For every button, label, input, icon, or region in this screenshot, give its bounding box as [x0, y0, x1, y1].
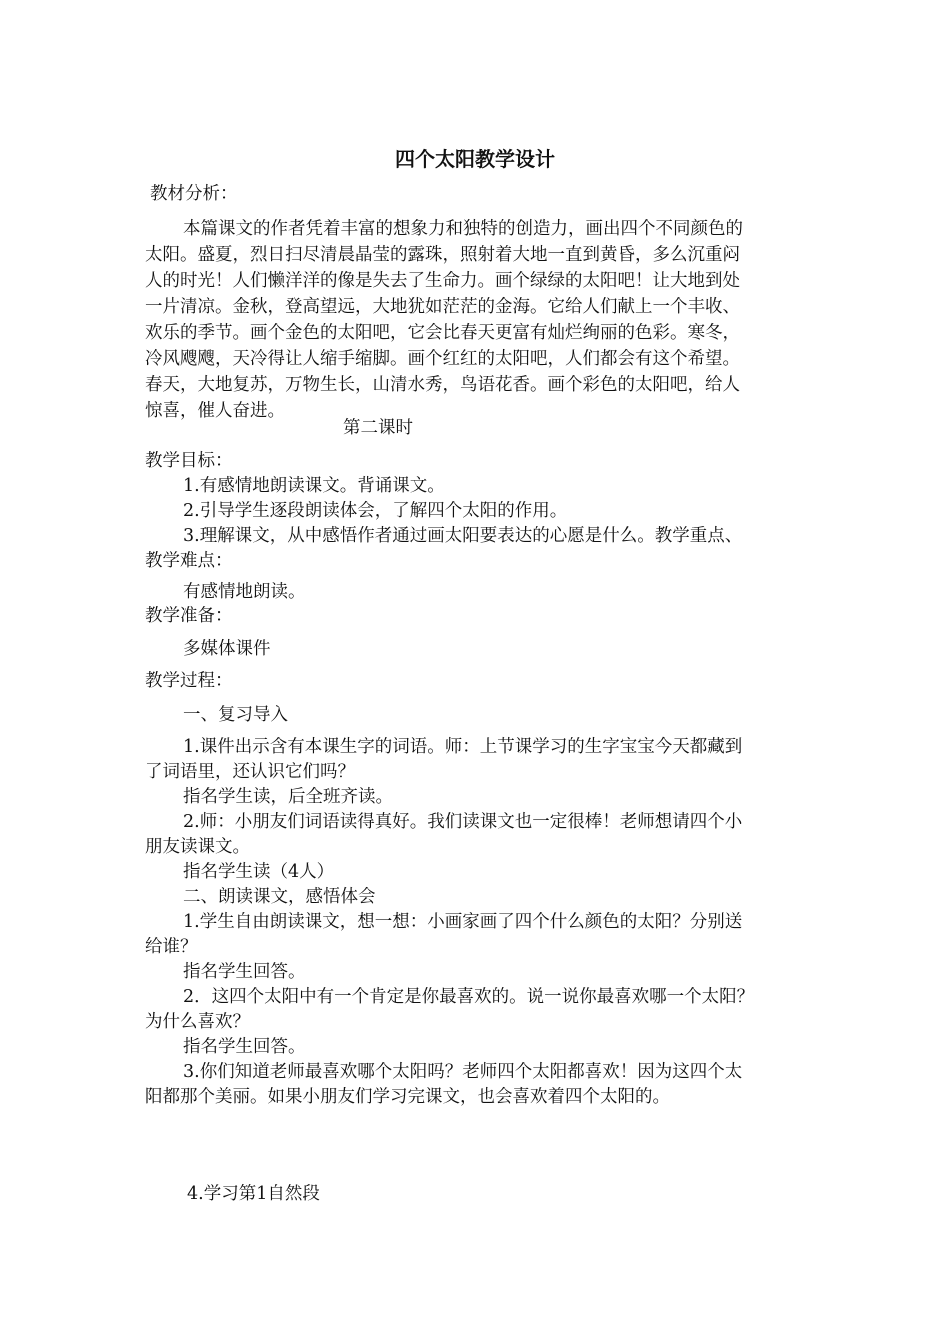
material-line: 惊喜，催人奋进。: [145, 401, 285, 421]
process-step-cont: 朋友读课文。: [145, 837, 250, 857]
prep-heading: 教学准备：: [145, 606, 233, 626]
process-action: 指名学生回答。: [183, 962, 306, 982]
part2-heading: 二、朗读课文，感悟体会: [183, 887, 376, 907]
process-step-cont: 了词语里，还认识它们吗？: [145, 762, 355, 782]
material-line: 春天，大地复苏，万物生长，山清水秀，鸟语花香。画个彩色的太阳吧，给人: [145, 375, 740, 395]
process-step: 2．这四个太阳中有一个肯定是你最喜欢的。说一说你最喜欢哪一个太阳？: [183, 987, 755, 1007]
material-line: 一片清凉。金秋，登高望远，大地犹如茫茫的金海。它给人们献上一个丰收、: [145, 297, 740, 317]
goals-heading: 教学目标：: [145, 451, 233, 471]
goal-item: 2.引导学生逐段朗读体会，了解四个太阳的作用。: [183, 501, 568, 521]
process-step: 4.学习第1自然段: [187, 1184, 320, 1204]
process-action: 指名学生读（4人）: [183, 862, 335, 882]
material-line: 本篇课文的作者凭着丰富的想象力和独特的创造力，画出四个不同颜色的: [183, 219, 743, 239]
material-line: 人的时光！人们懒洋洋的像是失去了生命力。画个绿绿的太阳吧！让大地到处: [145, 271, 740, 291]
process-step: 1.学生自由朗读课文，想一想：小画家画了四个什么颜色的太阳？分别送: [183, 912, 743, 932]
process-step-cont: 为什么喜欢？: [145, 1012, 250, 1032]
prep-item: 多媒体课件: [183, 639, 271, 659]
lesson-label: 第二课时: [343, 418, 413, 438]
goal-item: 1.有感情地朗读课文。背诵课文。: [183, 476, 445, 496]
process-step-cont: 给谁？: [145, 937, 198, 957]
material-line: 欢乐的季节。画个金色的太阳吧，它会比春天更富有灿烂绚丽的色彩。寒冬，: [145, 323, 740, 343]
goal-item-cont: 教学难点：: [145, 551, 233, 571]
process-step: 3.你们知道老师最喜欢哪个太阳吗？老师四个太阳都喜欢！因为这四个太: [183, 1062, 743, 1082]
process-step-cont: 阳都那个美丽。如果小朋友们学习完课文，也会喜欢着四个太阳的。: [145, 1087, 670, 1107]
material-line: 太阳。盛夏，烈日扫尽清晨晶莹的露珠，照射着大地一直到黄昏，多么沉重闷: [145, 245, 740, 265]
material-line: 冷风飕飕，天冷得让人缩手缩脚。画个红红的太阳吧，人们都会有这个希望。: [145, 349, 740, 369]
page-title: 四个太阳教学设计: [395, 147, 555, 171]
process-action: 指名学生回答。: [183, 1037, 306, 1057]
process-step: 2.师：小朋友们词语读得真好。我们读课文也一定很棒！老师想请四个小: [183, 812, 743, 832]
process-heading: 教学过程：: [145, 671, 233, 691]
part1-heading: 一、复习导入: [183, 705, 288, 725]
process-step: 1.课件出示含有本课生字的词语。师：上节课学习的生字宝宝今天都藏到: [183, 737, 743, 757]
key-point: 有感情地朗读。: [183, 582, 306, 602]
goal-item: 3.理解课文，从中感悟作者通过画太阳要表达的心愿是什么。教学重点、: [183, 526, 743, 546]
material-heading: 教材分析：: [150, 184, 238, 204]
process-action: 指名学生读，后全班齐读。: [183, 787, 393, 807]
